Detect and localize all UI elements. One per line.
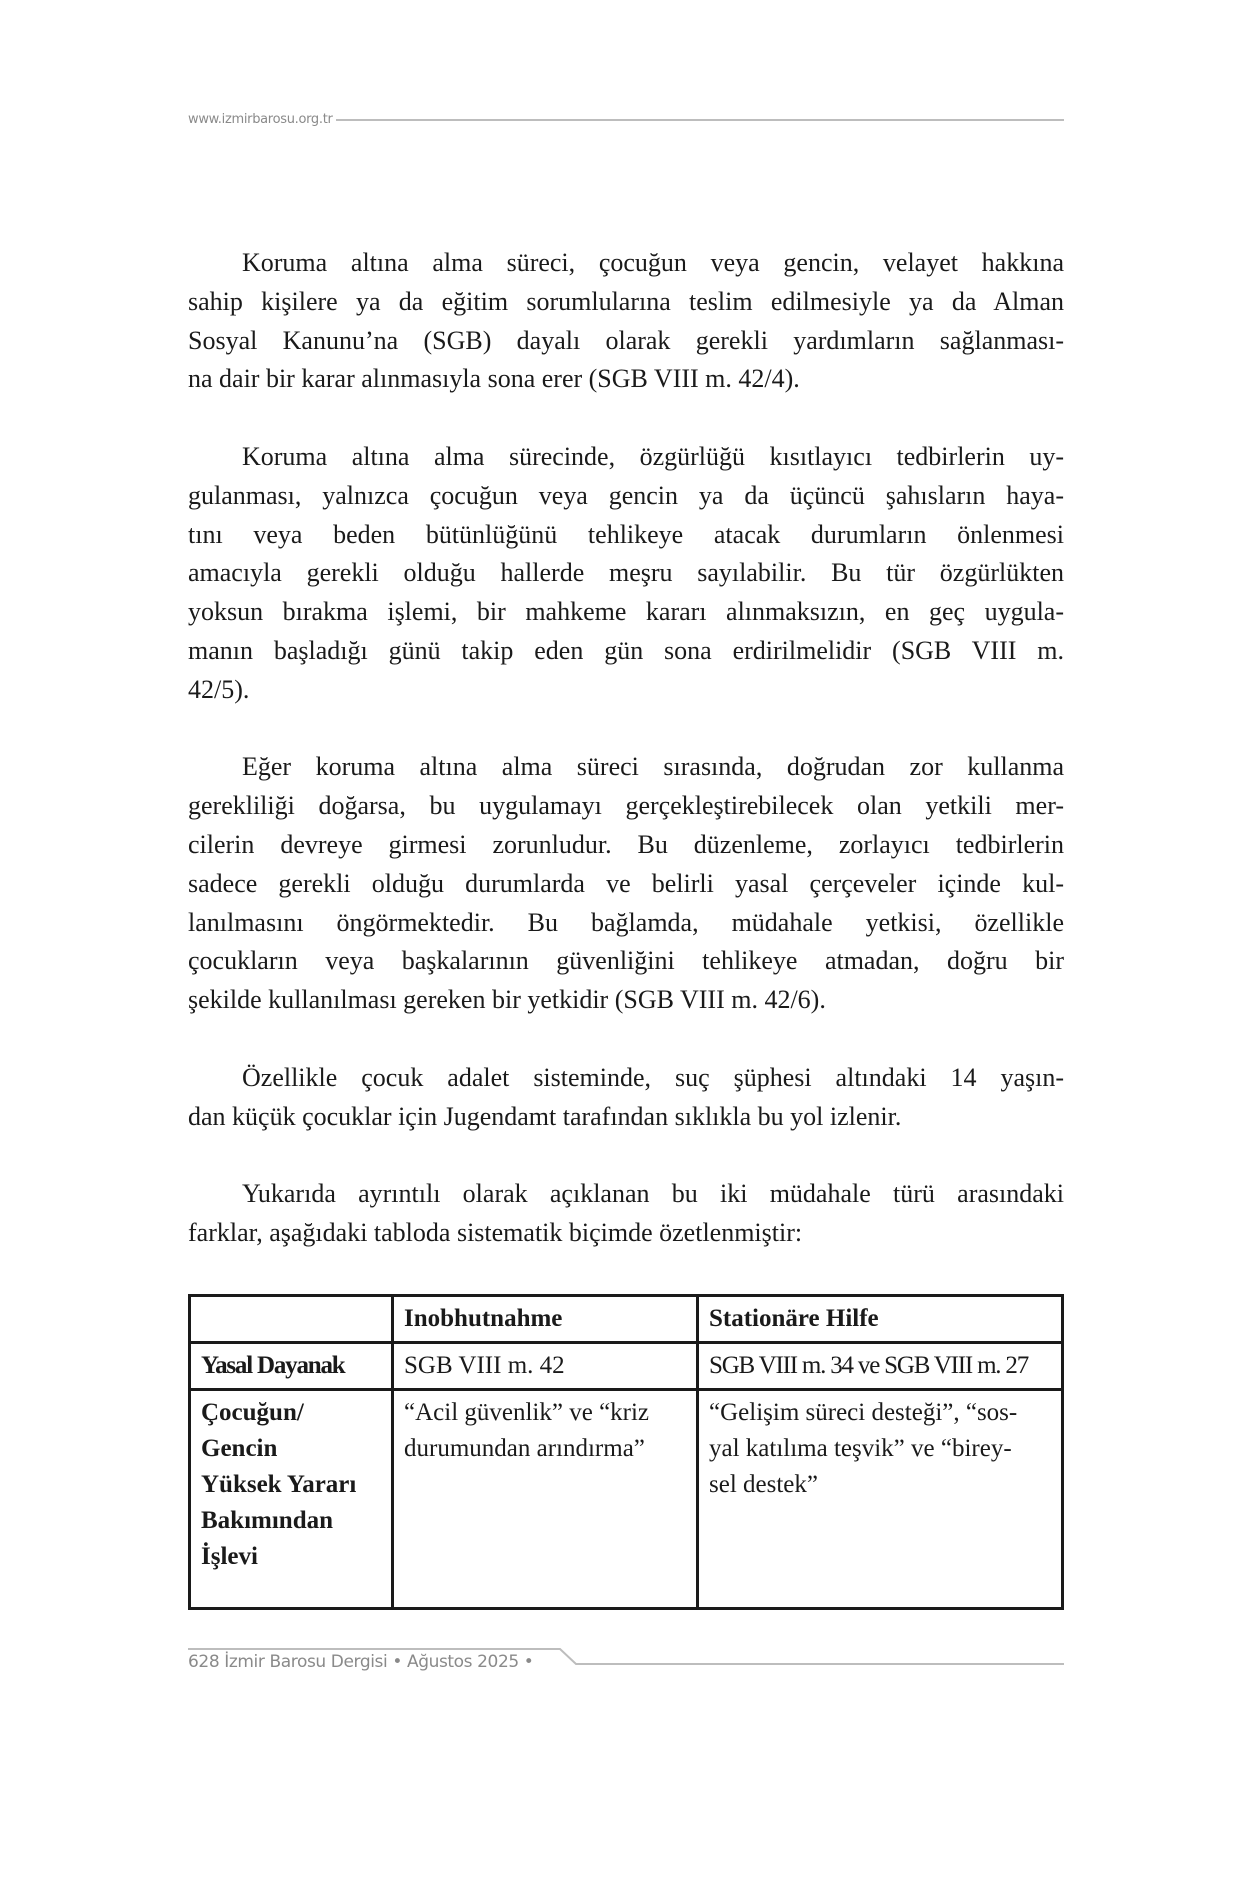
text-line: Sosyal Kanunu’na (SGB) dayalı olarak gerekli yardımların sağlanması- [188, 325, 1064, 355]
label-line: Yüksek Yararı [201, 1471, 357, 1498]
cell-line: sel destek” [709, 1471, 818, 1498]
table-header-cell: Inobhutnahme [393, 1296, 698, 1343]
text-line: Özellikle çocuk adalet sisteminde, suç şüphesi altındaki 14 yaşın- [242, 1062, 1064, 1092]
table-row [190, 1390, 1063, 1609]
text-line: dan küçük çocuklar için Jugendamt tarafından sıklıkla bu yol izlenir. [188, 1101, 902, 1131]
running-footer [188, 1646, 1064, 1676]
label-line: Çocuğun/ [201, 1399, 304, 1426]
text-line: sadece gerekli olduğu durumlarda ve belirli yasal çerçeveler içinde kul- [188, 868, 1064, 898]
comparison-table [188, 1294, 1064, 1610]
text-line: amacıyla gerekli olduğu hallerde meşru sayılabilir. Bu tür özgürlükten [188, 558, 1064, 588]
text-line: Koruma altına alma süreci, çocuğun veya gencin, velayet hakkına [242, 248, 1064, 277]
text-line: Koruma altına alma sürecinde, özgürlüğü kısıtlayıcı tedbirlerin uy- [242, 441, 1064, 471]
text-line: gulanması, yalnızca çocuğun veya gencin ya da üçüncü şahısların haya- [188, 480, 1064, 510]
table-cell [698, 1390, 1063, 1609]
cell-line: “Gelişim süreci desteği”, “sos- [709, 1399, 1018, 1426]
label-line: Gencin [201, 1435, 278, 1462]
header-rule [336, 119, 1064, 121]
text-line: cilerin devreye girmesi zorunludur. Bu düzenleme, zorlayıcı tedbirlerin [188, 829, 1064, 859]
label-line: Bakımından [201, 1507, 334, 1534]
paragraph [188, 1059, 1064, 1137]
text-line: çocukların veya başkalarının güvenliğini tehlikeye atmadan, doğru bir [188, 946, 1064, 976]
paragraph [188, 244, 1064, 399]
label-line: İşlevi [201, 1543, 258, 1570]
cell-line: durumundan arındırma” [404, 1435, 645, 1462]
text-line: na dair bir karar alınmasıyla sona erer (SGB VIII m. 42/4). [188, 364, 800, 394]
text-line: lanılmasını öngörmektedir. Bu bağlamda, müdahale yetkisi, özellikle [188, 907, 1064, 937]
paragraph [188, 748, 1064, 1020]
table-cell: SGB VIII m. 34 ve SGB VIII m. 27 [698, 1343, 1063, 1390]
text-line: 42/5). [188, 674, 250, 704]
cell-line: “Acil güvenlik” ve “kriz [404, 1399, 650, 1426]
table-cell [393, 1390, 698, 1609]
text-line: manın başladığı günü takip eden gün sona erdirilmelidir (SGB VIII m. [188, 635, 1064, 665]
footer-text: 628 İzmir Barosu Dergisi • Ağustos 2025 • [188, 1652, 534, 1672]
text-line: gerekliliği doğarsa, bu uygulamayı gerçekleştirebilecek olan yetkili mer- [188, 791, 1064, 821]
table-cell: SGB VIII m. 42 [393, 1343, 698, 1390]
text-line: farklar, aşağıdaki tabloda sistematik biçimde özetlenmiştir: [188, 1217, 803, 1247]
text-line: sahip kişilere ya da eğitim sorumlularına teslim edilmesiyle ya da Alman [188, 286, 1064, 316]
text-line: Yukarıda ayrıntılı olarak açıklanan bu iki müdahale türü arasındaki [242, 1179, 1064, 1209]
paragraph [188, 438, 1064, 710]
text-line: tını veya beden bütünlüğünü tehlikeye atacak durumların önlenmesi [188, 519, 1064, 549]
table-header-cell [190, 1296, 393, 1343]
running-header [188, 112, 1064, 127]
table-header-row [190, 1296, 1063, 1343]
text-line: Eğer koruma altına alma süreci sırasında, doğrudan zor kullanma [242, 752, 1064, 782]
text-line: şekilde kullanılması gereken bir yetkidir (SGB VIII m. 42/6). [188, 985, 826, 1015]
paragraph [188, 1175, 1064, 1253]
table-header-cell: Stationäre Hilfe [698, 1296, 1063, 1343]
cell-line: yal katılıma teşvik” ve “birey- [709, 1435, 1012, 1462]
body-text [188, 244, 1064, 1292]
table-row [190, 1343, 1063, 1390]
text-line: yoksun bırakma işlemi, bir mahkeme kararı alınmaksızın, en geç uygula- [188, 597, 1064, 627]
row-label [190, 1390, 393, 1609]
header-url: www.izmirbarosu.org.tr [188, 112, 333, 127]
row-label: Yasal Dayanak [190, 1343, 393, 1390]
